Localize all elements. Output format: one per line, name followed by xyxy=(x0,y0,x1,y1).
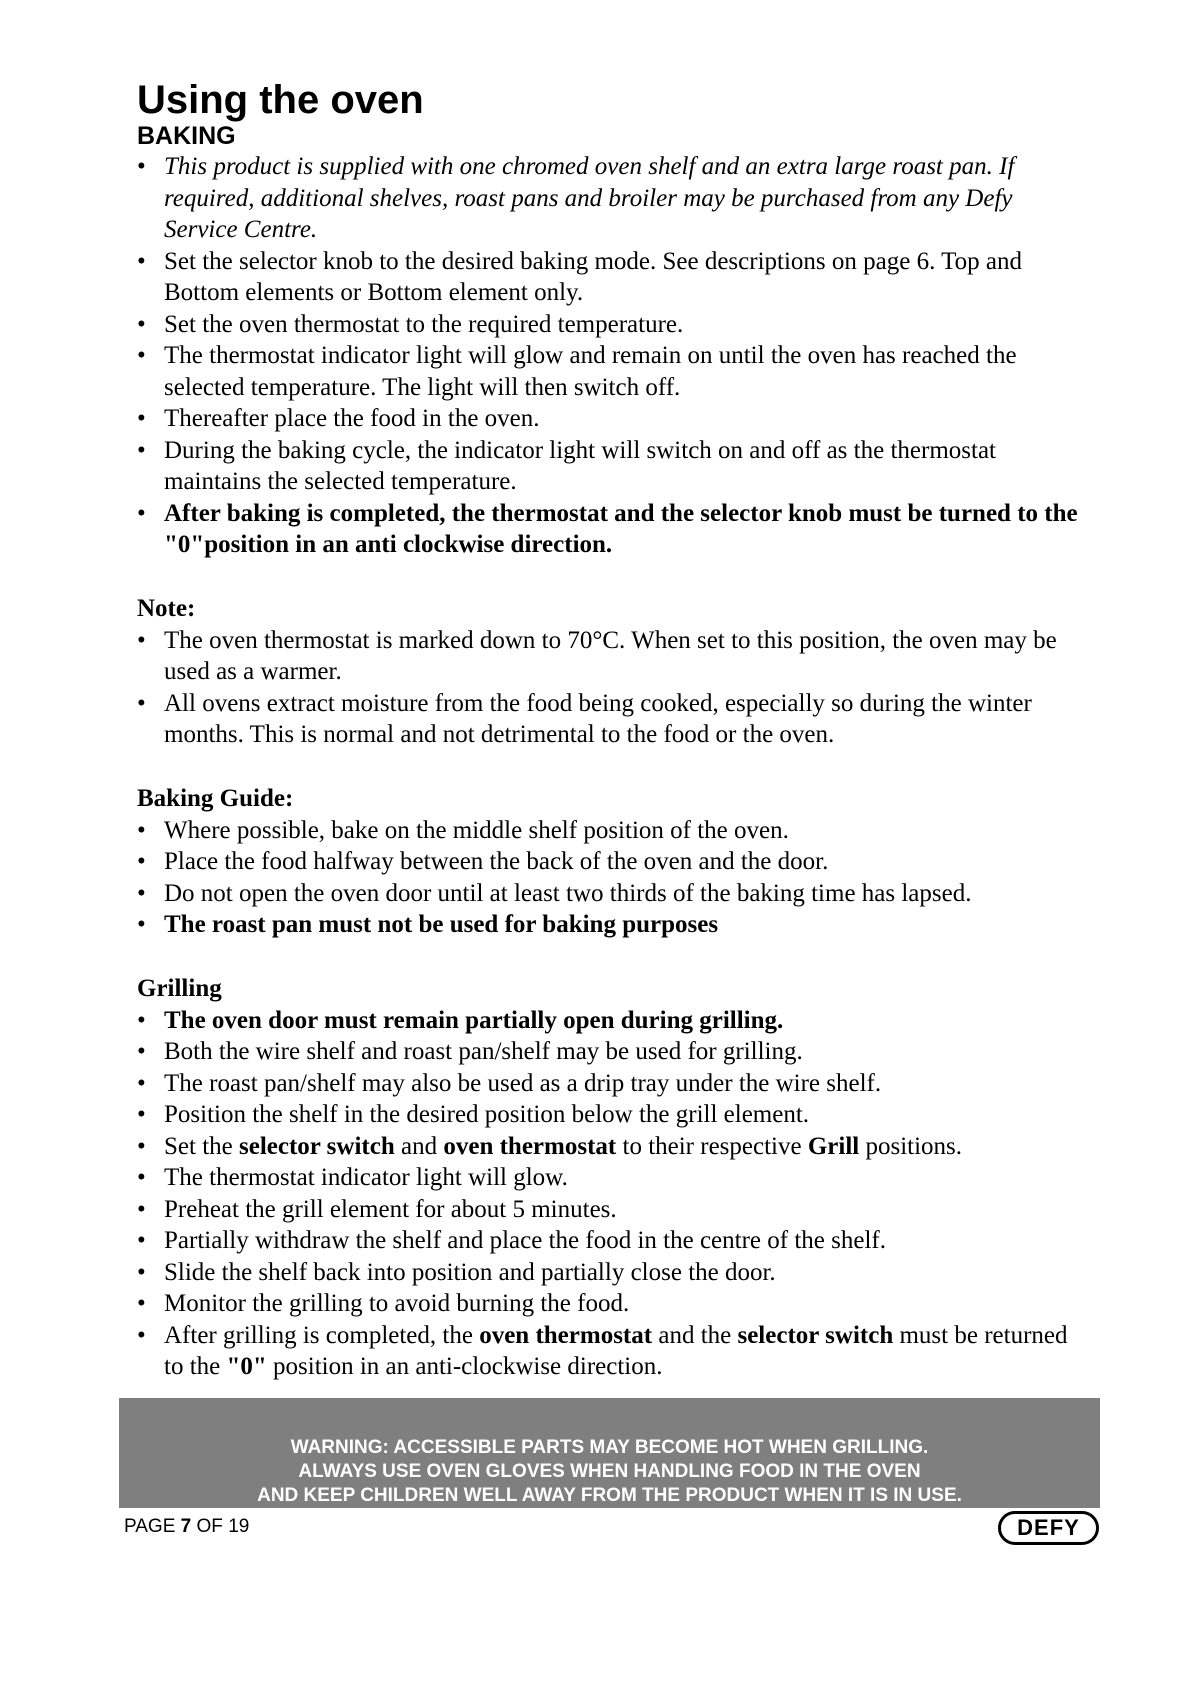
list-item: • Do not open the oven door until at least two thirds of the baking time has lapsed. xyxy=(137,878,1087,910)
list-item: • Set the selector knob to the desired baking mode. See descriptions on page 6. Top and Bottom elements or Bottom element only. xyxy=(137,246,1087,309)
list-item: • This product is supplied with one chromed oven shelf and an extra large roast pan. If required, additional shelves, roast pans and broiler may be purchased from any Defy Service Centre. xyxy=(137,151,1087,246)
list-item: • Position the shelf in the desired position below the grill element. xyxy=(137,1099,1087,1131)
list-item: • Partially withdraw the shelf and place the food in the centre of the shelf. xyxy=(137,1225,1087,1257)
list-item: • Place the food halfway between the back of the oven and the door. xyxy=(137,846,1087,878)
warning-line: ALWAYS USE OVEN GLOVES WHEN HANDLING FOOD IN THE OVEN xyxy=(298,1461,921,1482)
list-item: • Where possible, bake on the middle shelf position of the oven. xyxy=(137,815,1087,847)
list-item: • Slide the shelf back into position and partially close the door. xyxy=(137,1257,1087,1289)
note-heading: Note: xyxy=(137,594,196,622)
list-item: • The oven thermostat is marked down to 70°C. When set to this position, the oven may be used as a warmer. xyxy=(137,625,1087,688)
list-item: • All ovens extract moisture from the food being cooked, especially so during the winter months. This is normal and not detrimental to the food or the oven. xyxy=(137,688,1087,751)
baking-list xyxy=(137,151,1087,561)
list-item: • Preheat the grill element for about 5 minutes. xyxy=(137,1194,1087,1226)
baking-guide-list xyxy=(137,815,1087,941)
grilling-list xyxy=(137,1005,1087,1383)
baking-heading: BAKING xyxy=(137,122,236,150)
list-item: • After baking is completed, the thermostat and the selector knob must be turned to the "0"position in an anti clockwise direction. xyxy=(137,498,1087,561)
list-item: • After grilling is completed, the oven thermostat and the selector switch must be returned to the "0" position in an anti-clockwise direction. xyxy=(137,1320,1087,1383)
list-item: • The roast pan must not be used for baking purposes xyxy=(137,909,1087,941)
list-item: • The roast pan/shelf may also be used as a drip tray under the wire shelf. xyxy=(137,1068,1087,1100)
page-number: PAGE 7 OF 19 xyxy=(124,1516,250,1537)
list-item: • The oven door must remain partially open during grilling. xyxy=(137,1005,1087,1037)
warning-line: WARNING: ACCESSIBLE PARTS MAY BECOME HOT WHEN GRILLING. xyxy=(290,1437,929,1458)
list-item: • Set the selector switch and oven thermostat to their respective Grill positions. xyxy=(137,1131,1087,1163)
page-content xyxy=(137,121,1087,1383)
warning-banner xyxy=(119,1398,1100,1508)
list-item: • During the baking cycle, the indicator light will switch on and off as the thermostat maintains the selected temperature. xyxy=(137,435,1087,498)
list-item: • The thermostat indicator light will glow. xyxy=(137,1162,1087,1194)
warning-line: AND KEEP CHILDREN WELL AWAY FROM THE PRODUCT WHEN IT IS IN USE. xyxy=(257,1485,962,1506)
list-item: • The thermostat indicator light will glow and remain on until the oven has reached the selected temperature. The light will then switch off. xyxy=(137,340,1087,403)
list-item: • Set the oven thermostat to the required temperature. xyxy=(137,309,1087,341)
list-item: • Both the wire shelf and roast pan/shelf may be used for grilling. xyxy=(137,1036,1087,1068)
note-list xyxy=(137,625,1087,751)
defy-logo: DEFY xyxy=(998,1511,1099,1545)
page-title: Using the oven xyxy=(137,78,424,122)
list-item: • Thereafter place the food in the oven. xyxy=(137,403,1087,435)
list-item: • Monitor the grilling to avoid burning the food. xyxy=(137,1288,1087,1320)
baking-guide-heading: Baking Guide: xyxy=(137,784,294,812)
grilling-heading: Grilling xyxy=(137,974,222,1002)
